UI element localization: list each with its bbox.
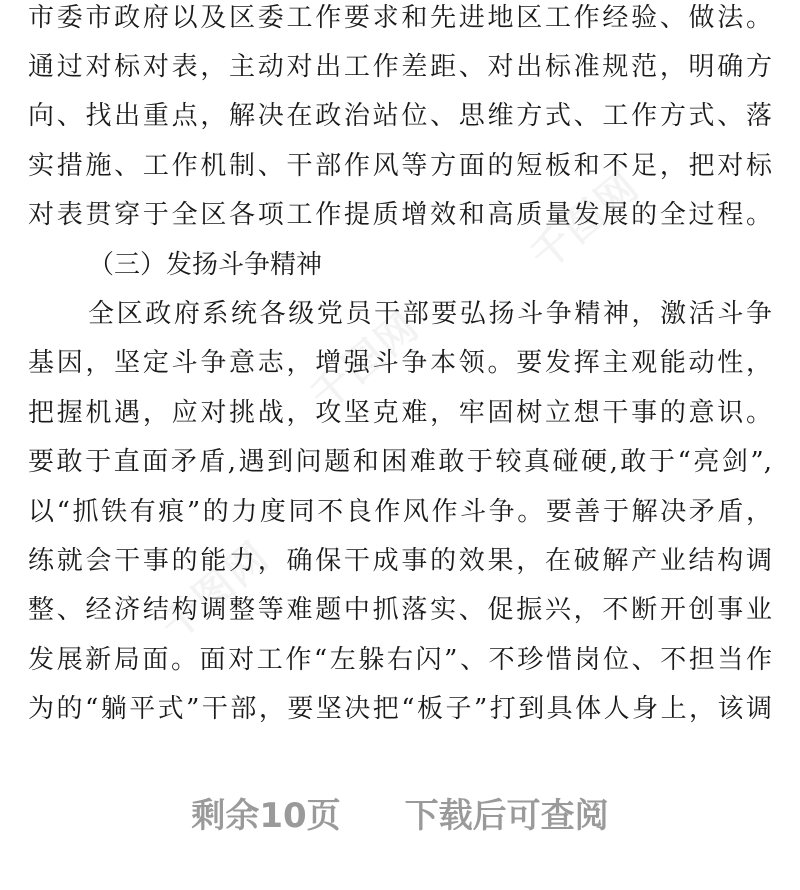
- paragraph-line: 要敢于直面矛盾,遇到问题和困难敢于较真碰硬,敢于“亮剑”,: [28, 447, 772, 477]
- paragraph-line: 向、找出重点，解决在政治站位、思维方式、工作方式、落: [28, 101, 772, 131]
- paragraph-line: 整、经济结构调整等难题中抓落实、促振兴，不断开创事业: [28, 595, 772, 625]
- paragraph-line: 练就会干事的能力，确保干成事的效果，在破解产业结构调: [28, 546, 772, 576]
- download-prompt: [0, 782, 800, 842]
- section-heading: （三）发扬斗争精神: [88, 250, 323, 280]
- paragraph-line: 把握机遇，应对挑战，攻坚克难，牢固树立想干事的意识。: [28, 398, 772, 428]
- watermark: 千图网: [152, 533, 279, 650]
- paragraph-line: 市委市政府以及区委工作要求和先进地区工作经验、做法。: [28, 3, 772, 33]
- paragraph-line: 基因，坚定斗争意志，增强斗争本领。要发挥主观能动性，: [28, 348, 772, 378]
- paragraph-line: 以“抓铁有痕”的力度同不良作风作斗争。要善于解决矛盾，: [28, 497, 772, 527]
- paragraph-line: 通过对标对表，主动对出工作差距、对出标准规范，明确方: [28, 52, 772, 82]
- paragraph-line: 发展新局面。面对工作“左躲右闪”、不珍惜岗位、不担当作: [28, 645, 772, 675]
- remaining-pages-link[interactable]: 剩余10页: [191, 795, 341, 836]
- download-to-read-link[interactable]: 下载后可查阅: [404, 795, 609, 836]
- watermark: 千图网: [522, 163, 649, 280]
- paragraph-line: 为的“躺平式”干部，要坚决把“板子”打到具体人身上，该调: [28, 694, 772, 724]
- paragraph-line: 对表贯穿于全区各项工作提质增效和高质量发展的全过程。: [28, 200, 772, 230]
- paragraph-line: 实措施、工作机制、干部作风等方面的短板和不足，把对标: [28, 151, 772, 181]
- paragraph-line: 全区政府系统各级党员干部要弘扬斗争精神，激活斗争: [88, 299, 772, 329]
- watermark: 千图网: [302, 303, 429, 420]
